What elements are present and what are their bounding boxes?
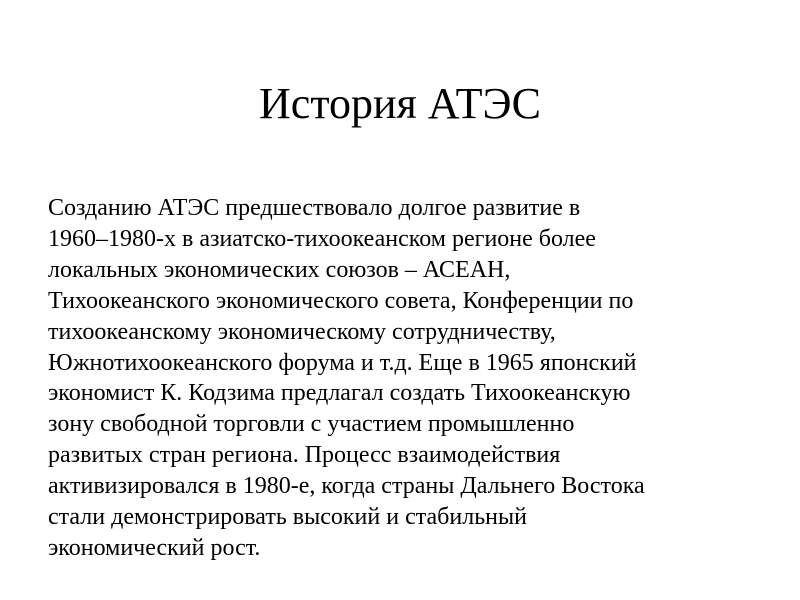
body-line: активизировался в 1980-е, когда страны Дальнего Востока xyxy=(48,473,645,500)
body-line: экономист К. Кодзима предлагал создать Тихоокеанскую xyxy=(48,380,631,407)
body-line: Созданию АТЭС предшествовало долгое развитие в xyxy=(48,195,581,221)
slide-body-text xyxy=(48,193,768,564)
body-line: Южнотихоокеанского форума и т.д. Еще в 1965 японский xyxy=(48,349,637,376)
body-line: стали демонстрировать высокий и стабильный xyxy=(48,504,527,531)
body-line: экономический рост. xyxy=(48,534,261,561)
body-line: развитых стран региона. Процесс взаимодействия xyxy=(48,442,561,469)
body-line: тихоокеанскому экономическому сотрудничеству, xyxy=(48,318,556,345)
body-line: Тихоокеанского экономического совета, Конференции по xyxy=(48,287,634,314)
slide-title: История АТЭС xyxy=(259,79,541,128)
body-line: зону свободной торговли с участием промышленно xyxy=(48,411,575,438)
body-line: 1960–1980-х в азиатско-тихоокеанском регионе более xyxy=(48,225,596,252)
body-line: локальных экономических союзов – АСЕАН, xyxy=(48,256,511,283)
